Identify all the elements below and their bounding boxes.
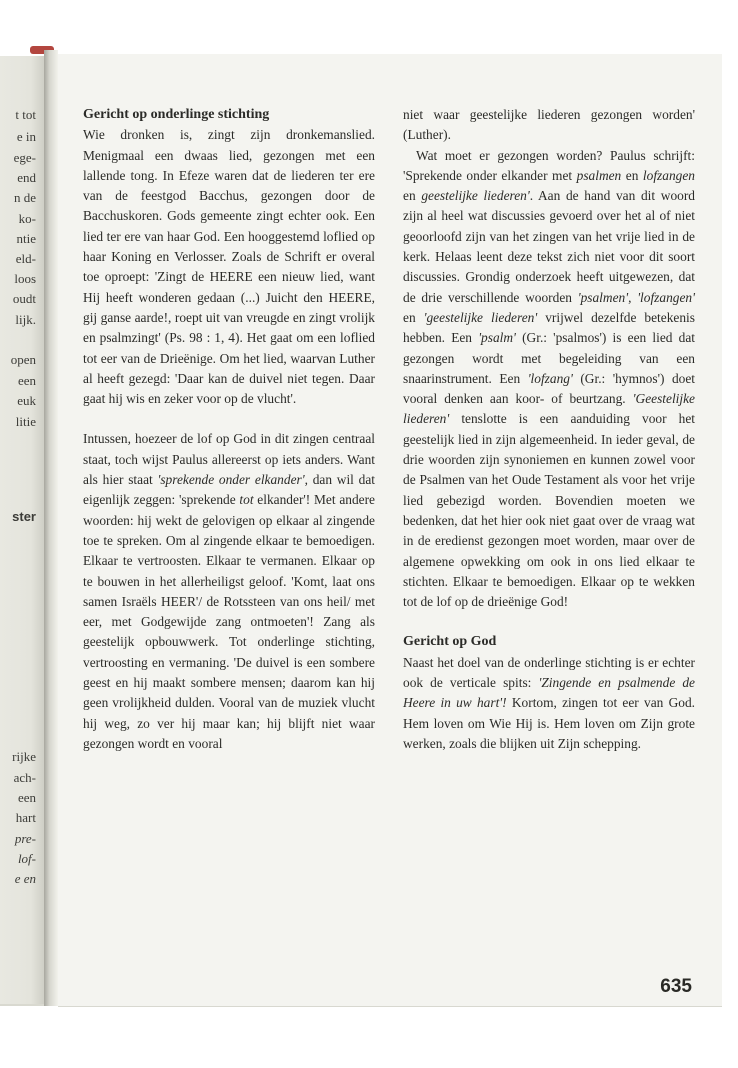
previous-page-text-fragment: end	[17, 170, 36, 185]
previous-page-edge	[0, 56, 44, 1006]
previous-page-text-fragment: ntie	[16, 231, 36, 246]
paragraph: niet waar geestelijke liederen gezongen worden' (Luther).	[403, 107, 695, 143]
previous-page-text-fragment: rijke	[12, 749, 36, 764]
book-page	[58, 54, 722, 1007]
previous-page-text-fragment: ster	[12, 509, 36, 524]
paragraph: Wat moet er gezongen worden? Paulus schrijft: 'Sprekende onder elkander met psalmen en lofzangen en geestelijke liederen'. Aan de hand van dit woord zijn al heel wat discussies gevoerd over het al of niet geoorloofd zijn van het zingen van het vrije lied in de kerk. Helaas leent deze tekst zich niet voor dit soort discussies. Grondig onderzoek heeft uitgewezen, dat de drie verschillende woorden 'psalmen', 'lofzangen' en 'geestelijke liederen' vrijwel dezelfde betekenis hebben. Een 'psalm' (Gr.: 'psalmos') is een lied dat gezongen wordt met begeleiding van een snaarinstrument. Een 'lofzang' (Gr.: 'hymnos') doet vooral denken aan koor- of beurtzang. 'Geestelijke liederen' tenslotte is een aanduiding voor het geestelijk lied in zijn algemeenheid. In ieder geval, de drie woorden zijn synoniemen en kunnen zowel voor de Psalmen van het Oude Testament als voor het vrije lied gebezigd worden. Bovendien moeten we bedenken, dat het hier ook niet gaat over de vraag wat in de eredienst gezongen moet worden, maar over de algemene opwekking om ook in ons lied elkaar te stichten. Elkaar te bemoedigen. Elkaar op te wekken tot de lof op de drieënige God!	[403, 147, 696, 610]
previous-page-text-fragment: t tot	[15, 107, 36, 122]
page-number: 635	[660, 976, 692, 997]
section-heading-gericht-op-god: Gericht op God	[403, 634, 497, 650]
paragraph: Wie dronken is, zingt zijn dronkemanslied. Menigmaal een dwaas lied, gezongen met een lallende tong. In Efeze waren dat de liederen ter ere van de feestgod Bacchus, gezongen door de Bacchuskoren. Gods gemeente zingt echter ook. Een lied ter ere van haar God. Een hooggestemd loflied op haar Koning en Verlosser. Zoals de Schrift er overal toe oproept: 'Zingt de HEERE een nieuw lied, want Hij heeft wonderen gedaan (...) Juicht den HEERE, gij ganse aarde!, roept uit van vreugde en zingt vrolijk en psalmzingt' (Ps. 98 : 1, 4). Het gaat om een loflied tot eer van de Drieënige. Om het lied, waarvan Luther al heeft gezegd: 'Daar kan de duivel niet tegen. Daar gaat hij wis en zeker voor op de vlucht'.	[83, 127, 375, 407]
paragraph: Intussen, hoezeer de lof op God in dit zingen centraal staat, toch wijst Paulus allereerst op iets anders. Want als hier staat 'sprekende onder elkander', dan wil dat eigenlijk zeggen: 'sprekende tot elkander'! Met andere woorden: hij wekt de gelovigen op elkaar al zingende toe te spreken. Om al zingende elkaar te bemoedigen. Elkaar te vertroosten. Elkaar te vermanen. Elkaar op te bouwen in het allerheiligst geloof. 'Komt, laat ons samen Israëls HEER'/ de Rotssteen van ons heil/ met eer, met Godgewijde zang ontmoeten'! Zang als geestelijk opbouwwerk. Tot onderlinge stichting, vertroosting en vermaning. 'De duivel is een sombere geest en hij maakt sombere mensen; daarom kan hij geen vrolijkheid dulden. Vooral van de muziek vlucht hij weg, zo ver hij maar kan; hij blijft niet waar gezongen wordt en vooral	[83, 431, 376, 751]
previous-page-text-fragment: lof-	[17, 851, 36, 866]
section-heading-onderlinge-stichting: Gericht op onderlinge stichting	[83, 107, 270, 122]
book-spine	[44, 50, 58, 1006]
previous-page-text-fragment: e en	[14, 871, 36, 886]
previous-page-text-fragment: euk	[17, 393, 36, 408]
right-column	[403, 105, 695, 754]
previous-page-text-fragment: ach-	[13, 770, 36, 785]
previous-page-text-fragment: een	[17, 790, 36, 805]
paragraph: Naast het doel van de onderlinge stichting is er echter ook de verticale spits: 'Zingende en psalmende de Heere in uw hart'! Kortom, zingen tot eer van God. Hem loven om Wie Hij is. Hem loven om Zijn grote werken, zoals die blijken uit Zijn schepping.	[403, 654, 695, 751]
previous-page-text-fragment: oudt	[12, 291, 36, 306]
left-column	[83, 105, 375, 754]
previous-page-text-fragment: litie	[15, 414, 36, 429]
previous-page-text-fragment: e in	[16, 129, 36, 144]
previous-page-text-fragment: pre-	[14, 831, 36, 846]
previous-page-text-fragment: een	[17, 373, 36, 388]
previous-page-text-fragment: lijk.	[15, 312, 36, 327]
previous-page-text-fragment: ko-	[18, 211, 36, 226]
previous-page-text-fragment: hart	[15, 810, 36, 825]
previous-page-text-fragment: eld-	[15, 251, 36, 266]
previous-page-text-fragment: open	[10, 352, 36, 367]
previous-page-text-fragment: loos	[14, 271, 36, 286]
previous-page-text-fragment: n de	[13, 190, 36, 205]
previous-page-text-fragment: ege-	[13, 150, 36, 165]
